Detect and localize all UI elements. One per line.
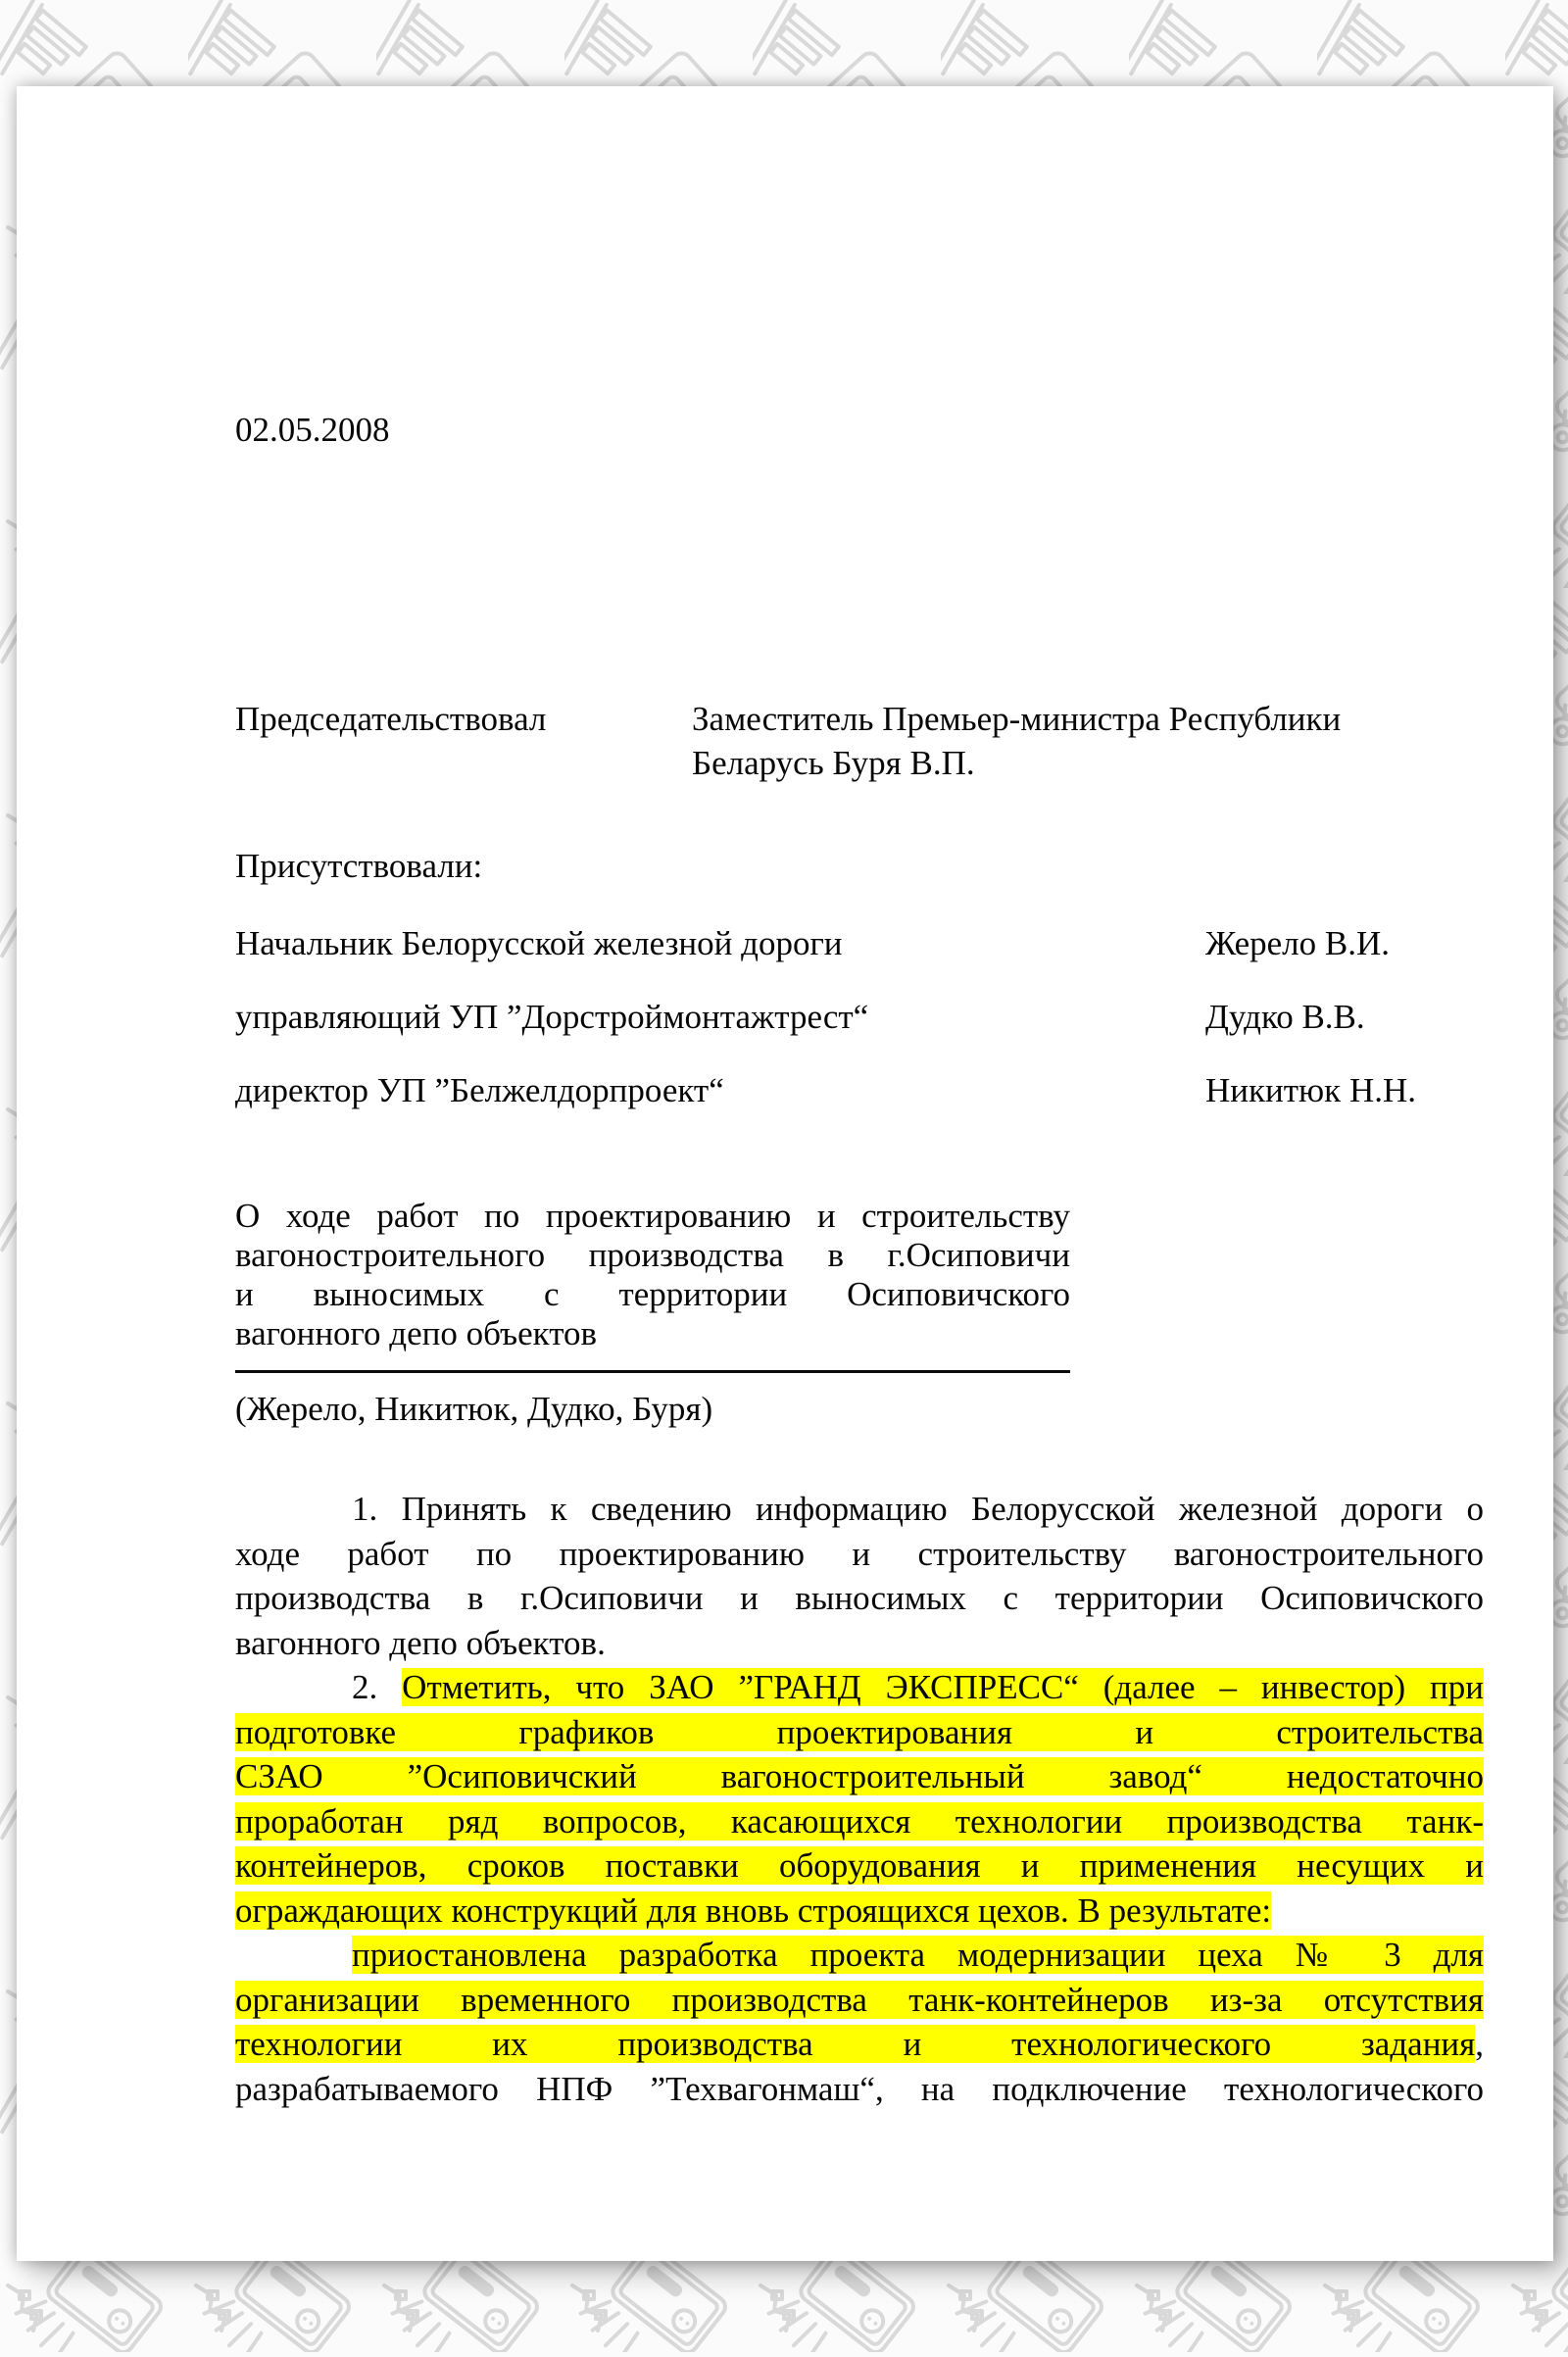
highlighted-text: проработан ряд вопросов, касающихся технологии производства танк-	[235, 1801, 1484, 1841]
subject-underline	[235, 1370, 1070, 1373]
chairman-label: Председательствовал	[235, 700, 547, 738]
attendee-row	[235, 1068, 1499, 1112]
attendee-name: Жерело В.И.	[1205, 924, 1390, 962]
body-line	[235, 1978, 1484, 2023]
body-line	[235, 1710, 1484, 1755]
body-line: 1. Принять к сведению информацию Белорусской железной дороги о	[352, 1490, 1484, 1528]
highlighted-text: организации временного производства танк-контейнеров из-за отсутствия	[235, 1980, 1484, 2019]
attendees-heading: Присутствовали:	[235, 847, 483, 885]
body-line	[235, 1754, 1484, 1799]
chairman-title-block	[692, 697, 1476, 785]
attendee-row	[235, 995, 1499, 1039]
highlighted-text: подготовке графиков проектирования и строительства	[235, 1712, 1484, 1751]
body-line	[235, 1933, 1484, 1978]
chairman-title-line: Заместитель Премьер-министра Республики	[692, 700, 1342, 738]
highlighted-text: технологии их производства и технологического задания	[235, 2025, 1476, 2063]
body-line: 2. Отметить, что ЗАО ”ГРАНД ЭКСПРЕСС“ (далее – инвестор) при	[352, 1668, 1485, 1706]
body-text	[235, 1487, 1484, 2111]
highlighted-text: контейнеров, сроков поставки оборудования и применения несущих и	[235, 1846, 1484, 1885]
highlighted-text: ограждающих конструкций для вновь строящихся цехов. В результате:	[235, 1891, 1272, 1930]
body-line	[235, 1843, 1484, 1889]
speakers-line: (Жерело, Никитюк, Дудко, Буря)	[235, 1390, 713, 1428]
chairman-title-line: Беларусь Буря В.П.	[692, 744, 975, 782]
subject-line: вагонного депо объектов	[235, 1314, 598, 1352]
subject-line: О ходе работ по проектированию и строительству	[235, 1197, 1070, 1235]
attendee-name: Никитюк Н.Н.	[1205, 1071, 1416, 1109]
body-line: производства в г.Осиповичи и выносимых с территории Осиповичского	[235, 1579, 1484, 1617]
body-line: технологии их производства и технологического задания,	[235, 2025, 1484, 2063]
attendee-row	[235, 921, 1499, 965]
body-line	[235, 1889, 1484, 1934]
subject-line: и выносимых с территории Осиповичского	[235, 1275, 1070, 1313]
attendee-position: директор УП ”Белжелдорпроект“	[235, 1071, 724, 1109]
attendee-name: Дудко В.В.	[1205, 998, 1365, 1036]
highlighted-text: Отметить, что ЗАО ”ГРАНД ЭКСПРЕСС“ (далее – инвестор) при	[402, 1668, 1485, 1706]
document-date: 02.05.2008	[235, 411, 390, 449]
highlighted-text: приостановлена разработка проекта модернизации цеха № 3 для	[352, 1936, 1484, 1974]
subject-block	[235, 1197, 1070, 1353]
body-line: вагонного депо объектов.	[235, 1623, 606, 1662]
document-page	[17, 86, 1553, 2261]
attendee-position: управляющий УП ”Дорстроймонтажтрест“	[235, 998, 869, 1036]
attendees-list	[235, 921, 1499, 1142]
highlighted-text: СЗАО ”Осиповичский вагоностроительный завод“ недостаточно	[235, 1757, 1484, 1795]
body-line: разрабатываемого НПФ ”Техвагонмаш“, на подключение технологического	[235, 2069, 1484, 2108]
body-line	[235, 1799, 1484, 1844]
attendee-position: Начальник Белорусской железной дороги	[235, 924, 843, 962]
subject-line: вагоностроительного производства в г.Осиповичи	[235, 1236, 1070, 1274]
body-line: ходе работ по проектированию и строительству вагоностроительного	[235, 1534, 1484, 1573]
